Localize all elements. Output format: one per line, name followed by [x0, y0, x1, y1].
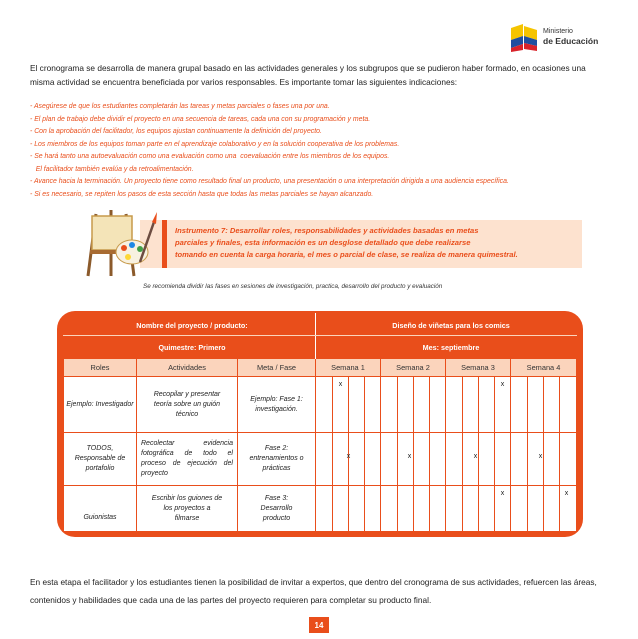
schedule-mark: x [500, 380, 505, 388]
week-cell [446, 377, 462, 432]
list-item: - Asegúrese de que los estudiantes completarán las tareas y metas parciales o fases una por una. [30, 103, 330, 110]
week-cell [316, 377, 332, 432]
week-cell [528, 377, 543, 432]
week-cell [365, 377, 380, 432]
table-cell-actividad: Escribir los guiones de los proyectos a filmarse [137, 486, 237, 531]
week-cell [333, 486, 348, 531]
page-number: 14 [309, 617, 329, 633]
table-cell-meta: Fase 2: entrenamientos o prácticas [238, 433, 315, 485]
week-cell [463, 377, 478, 432]
banner-text [175, 225, 580, 261]
week-cell [430, 433, 445, 485]
week-cell [316, 433, 332, 485]
header-divider [63, 335, 577, 336]
week-cell [414, 486, 429, 531]
list-item: - Avance hacia la terminación. Un proyecto tiene como resultado final un producto, una presentación o una interpretación dirigida a una audiencia específica. [30, 178, 509, 185]
col-header-actividades: Actividades [137, 359, 237, 376]
schedule-mark: x [407, 452, 412, 460]
mes-label: Mes: septiembre [422, 342, 480, 352]
list-item: El facilitador también evalúa y da retroalimentación. [30, 165, 194, 173]
table-cell-rol: Guionistas [64, 486, 136, 531]
week-cell [414, 377, 429, 432]
schedule-mark: x [338, 380, 343, 388]
list-item: - Se hará tanto una autoevaluación como una evaluación como una coevaluación entre los miembros de los equipos. [30, 153, 390, 160]
banner-line: Instrumento 7: Desarrollar roles, responsabilidades y actividades basadas en metas [175, 226, 479, 235]
col-header-semana-4: Semana 4 [511, 359, 576, 376]
table-cell-meta: Ejemplo: Fase 1: investigación. [238, 377, 315, 432]
week-cell [446, 486, 462, 531]
week-cell [544, 486, 559, 531]
week-cell [430, 486, 445, 531]
list-item: - Los miembros de los equipos toman parte en el aprendizaje colaborativo y en la solución cooperativa de los problemas. [30, 140, 400, 148]
recommendation-note: Se recomienda dividir las fases en sesiones de investigación, practica, desarrollo del producto y evaluación [143, 283, 443, 290]
schedule-mark: x [500, 489, 505, 497]
table-cell-rol: Ejemplo: Investigador [64, 377, 136, 432]
table-cell-rol: TODOS, Responsable de portafolio [64, 433, 136, 485]
ecuador-flag-logo-icon [509, 24, 539, 52]
week-cell [511, 433, 527, 485]
week-cell [349, 377, 364, 432]
week-cell [495, 433, 510, 485]
ministerio-logo [509, 24, 621, 52]
table-cell-meta: Fase 3: Desarrollo producto [238, 486, 315, 531]
closing-paragraph: En esta etapa el facilitador y los estudiantes tienen la posibilidad de invitar a expertos, que dentro del cronograma de sus actividades, refuercen las áreas, contenidos y habilidades que cada una de las partes del proyecto requieren para completar su producto final. [30, 577, 597, 605]
schedule-mark: x [564, 489, 569, 497]
week-cell [365, 433, 380, 485]
col-header-semana-2: Semana 2 [381, 359, 445, 376]
week-cell [349, 486, 364, 531]
week-cell [560, 377, 576, 432]
week-cell [528, 486, 543, 531]
list-item: - Con la aprobación del facilitador, los equipos ajustan continuamente la definición del proyecto. [30, 128, 322, 135]
week-cell [511, 377, 527, 432]
week-cell [479, 377, 494, 432]
col-header-semana-1: Semana 1 [316, 359, 380, 376]
week-cell [381, 486, 397, 531]
week-cell [479, 486, 494, 531]
week-cell [398, 486, 413, 531]
quimestre-label: Quimestre: Primero [158, 342, 226, 352]
week-cell [365, 486, 380, 531]
week-cell [430, 377, 445, 432]
schedule-table [57, 311, 583, 537]
col-header-meta: Meta / Fase [238, 359, 315, 376]
schedule-mark: x [473, 452, 478, 460]
list-item: - Si es necesario, se repiten los pasos de esta sección hasta que todas las metas parciales se hayan alcanzado. [30, 190, 374, 198]
schedule-mark: x [346, 452, 351, 460]
week-cell [316, 486, 332, 531]
project-label: Nombre del proyecto / producto: [136, 320, 248, 330]
table-cell-actividad: Recolectar evidencia fotográfica de todo el proceso de ejecución del proyecto [137, 433, 237, 485]
week-cell [511, 486, 527, 531]
col-header-roles: Roles [64, 359, 136, 376]
easel-palette-icon [82, 204, 162, 278]
logo-line2: de Educación [543, 36, 599, 46]
week-cell [446, 433, 462, 485]
intro-paragraph: El cronograma se desarrolla de manera grupal basado en las actividades generales y los subgrupos que se pudieron haber formado, en ocasiones una misma actividad se encuentra beneficiada por varios responsables. Es importante tomar las siguientes indicaciones: [30, 63, 586, 87]
week-cell [381, 433, 397, 485]
banner-accent-bar [162, 220, 167, 268]
col-header-semana-3: Semana 3 [446, 359, 510, 376]
week-cell [463, 486, 478, 531]
indications-list [30, 101, 610, 201]
list-item: - El plan de trabajo debe dividir el proyecto en una secuencia de tareas, cada una con su programación y meta. [30, 115, 371, 123]
week-cell [544, 377, 559, 432]
schedule-mark: x [538, 452, 543, 460]
week-cell [398, 377, 413, 432]
table-cell-actividad: Recopilar y presentar teoría sobre un guión técnico [137, 377, 237, 432]
logo-line1: Ministerio [543, 28, 573, 35]
week-cell [560, 433, 576, 485]
banner-line: tomando en cuenta la carga horaria, el mes o parcial de clase, se realiza de manera quimestral. [175, 250, 518, 259]
week-cell [381, 377, 397, 432]
banner-line: parciales y finales, esta información es un desglose detallado que debe realizarse [175, 238, 471, 247]
project-value: Diseño de viñetas para los comics [392, 320, 510, 330]
